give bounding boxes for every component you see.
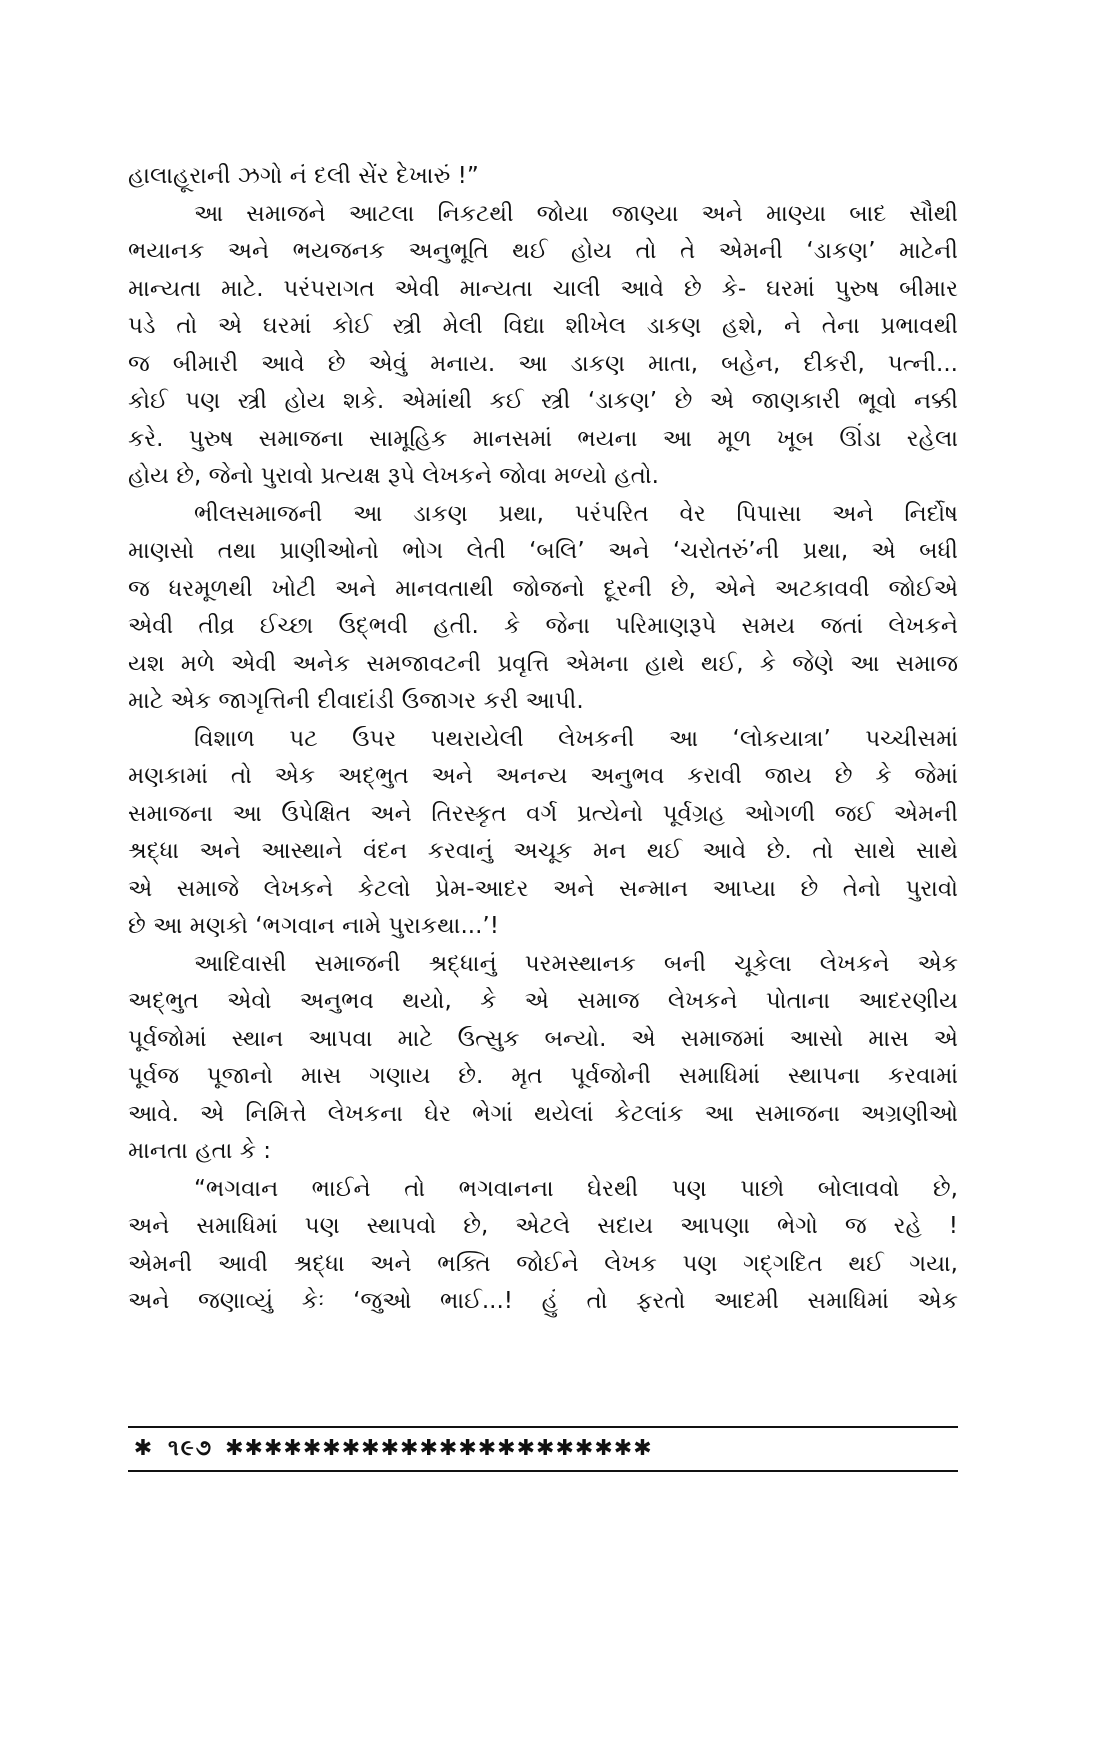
text-line: વિશાળ પટ ઉપર પથરાયેલી લેખકની આ ‘લોકયાત્રા’ પચ્ચીસમાં <box>194 725 958 752</box>
text-line: મણકામાં તો એક અદ્ભુત અને અનન્ય અનુભવ કરાવી જાય છે કે જેમાં <box>128 763 958 789</box>
text-line: અને સમાધિમાં પણ સ્થાપવો છે, એટલે સદાય આપણા ભેગો જ રહે ! <box>128 1213 958 1239</box>
text-line: અને જણાવ્યું કેઃ ‘જુઓ ભાઈ...! હું તો ફરતો આદમી સમાધિમાં એક <box>128 1288 958 1314</box>
text-line: સમાજના આ ઉપેક્ષિત અને તિરસ્કૃત વર્ગ પ્રત્યેનો પૂર્વગ્રહ ઓગળી જઈ એમની <box>128 800 958 827</box>
text-line: એવી તીવ્ર ઈચ્છા ઉદ્ભવી હતી. કે જેના પરિમાણરૂપે સમય જતાં લેખકને <box>128 613 958 639</box>
text-line: એ સમાજે લેખકને કેટલો પ્રેમ-આદર અને સન્માન આપ્યા છે તેનો પુરાવો <box>128 875 958 902</box>
footer-star-ornament: ✱✱✱✱✱✱✱✱✱✱✱✱✱✱✱✱✱✱✱✱✱✱ <box>225 1435 653 1461</box>
text-line: જ ધરમૂળથી ખોટી અને માનવતાથી જોજનો દૂરની છે, એને અટકાવવી જોઈએ <box>128 575 958 602</box>
text-line: આ સમાજને આટલા નિકટથી જોયા જાણ્યા અને માણ્યા બાદ સૌથી <box>194 200 958 227</box>
text-line: યશ મળે એવી અનેક સમજાવટની પ્રવૃત્તિ એમના હાથે થઈ, કે જેણે આ સમાજ <box>128 650 958 677</box>
page-footer <box>128 1428 958 1468</box>
footer-star-icon: ✱ <box>133 1435 153 1461</box>
text-line: “ભગવાન ભાઈને તો ભગવાનના ઘેરથી પણ પાછો બોલાવવો છે, <box>194 1175 958 1202</box>
text-line: માટે એક જાગૃત્તિની દીવાદાંડી ઉજાગર કરી આપી. <box>128 688 584 714</box>
text-line: ભયાનક અને ભયજનક અનુભૂતિ થઈ હોય તો તે એમની ‘ડાકણ’ માટેની <box>128 238 958 264</box>
text-line: કરે. પુરુષ સમાજના સામૂહિક માનસમાં ભયના આ મૂળ ખૂબ ઊંડા રહેલા <box>128 425 958 452</box>
text-line: હાલાહૂરાની ઝગો નં દલી સેંર દેખારું !” <box>128 163 479 189</box>
text-line: માન્યતા માટે. પરંપરાગત એવી માન્યતા ચાલી આવે છે કે- ઘરમાં પુરુષ બીમાર <box>128 275 958 302</box>
page-number: ૧૯૭ <box>168 1435 214 1461</box>
text-line: શ્રદ્ધા અને આસ્થાને વંદન કરવાનું અચૂક મન થઈ આવે છે. તો સાથે સાથે <box>128 838 958 864</box>
text-line: અદ્ભુત એવો અનુભવ થયો, કે એ સમાજ લેખકને પોતાના આદરણીય <box>128 988 958 1014</box>
text-line: કોઈ પણ સ્ત્રી હોય શકે. એમાંથી કઈ સ્ત્રી ‘ડાકણ’ છે એ જાણકારી ભૂવો નક્કી <box>128 388 958 414</box>
footer-bottom-rule <box>128 1470 958 1472</box>
text-line: હોય છે, જેનો પુરાવો પ્રત્યક્ષ રૂપે લેખકને જોવા મળ્યો હતો. <box>128 463 659 489</box>
text-line: માણસો તથા પ્રાણીઓનો ભોગ લેતી ‘બલિ’ અને ‘ચરોતરું’ની પ્રથા, એ બધી <box>128 538 958 564</box>
text-line: માનતા હતા કે : <box>128 1138 272 1164</box>
text-line: આદિવાસી સમાજની શ્રદ્ધાનું પરમસ્થાનક બની ચૂકેલા લેખકને એક <box>194 950 958 977</box>
text-line: પૂર્વજોમાં સ્થાન આપવા માટે ઉત્સુક બન્યો. એ સમાજમાં આસો માસ એ <box>128 1025 958 1052</box>
text-line: છે આ મણકો ‘ભગવાન નામે પુરાકથા...’! <box>128 913 499 939</box>
text-line: ભીલસમાજની આ ડાકણ પ્રથા, પરંપરિત વેર પિપાસા અને નિર્દોષ <box>194 500 958 527</box>
text-line: આવે. એ નિમિત્તે લેખકના ઘેર ભેગાં થયેલાં કેટલાંક આ સમાજના અગ્રણીઓ <box>128 1100 958 1127</box>
text-line: એમની આવી શ્રદ્ધા અને ભક્તિ જોઈને લેખક પણ ગદ્ગદિત થઈ ગયા, <box>128 1250 958 1277</box>
text-line: જ બીમારી આવે છે એવું મનાય. આ ડાકણ માતા, બહેન, દીકરી, પત્ની... <box>128 350 958 377</box>
page-body <box>128 158 958 1321</box>
text-line: પૂર્વજ પૂજાનો માસ ગણાય છે. મૃત પૂર્વજોની સમાધિમાં સ્થાપના કરવામાં <box>128 1063 958 1089</box>
text-line: પડે તો એ ઘરમાં કોઈ સ્ત્રી મેલી વિદ્યા શીખેલ ડાકણ હશે, ને તેના પ્રભાવથી <box>128 313 958 339</box>
